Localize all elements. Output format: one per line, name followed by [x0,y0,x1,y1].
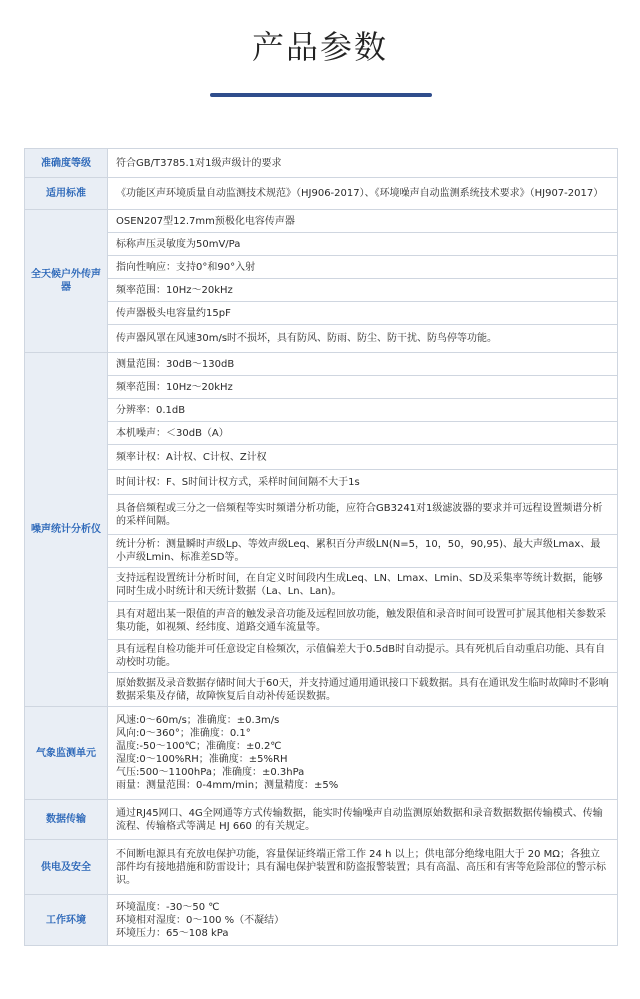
spec-value: 原始数据及录音数据存储时间大于60天，并支持通过通用通讯接口下载数据。具有在通讯发生临时故障时不影响数据采集及存储，故障恢复后自动补传延误数据。 [108,673,618,707]
spec-category: 适用标准 [25,178,108,210]
page-title: 产品参数 [251,28,388,66]
spec-row [25,445,618,470]
spec-category: 准确度等级 [25,149,108,178]
spec-value: 传声器风罩在风速30m/s时不损坏，具有防风、防雨、防尘、防干扰、防鸟停等功能。 [108,325,618,353]
spec-value: 符合GB/T3785.1对1级声级计的要求 [108,149,618,178]
spec-value: 环境温度：-30～50 ℃ 环境相对湿度：0～100 %（不凝结） 环境压力：65～108 kPa [108,895,618,946]
spec-value: 统计分析：测量瞬时声级Lp、等效声级Leq、累积百分声级LN(N=5，10，50，90,95)、最大声级Lmax、最小声级Lmin、标准差SD等。 [108,535,618,568]
spec-row [25,353,618,376]
spec-row [25,800,618,840]
spec-row [25,495,618,535]
spec-row [25,673,618,707]
spec-row [25,399,618,422]
spec-category: 全天候户外传声器 [25,210,108,353]
page-header [0,0,640,148]
spec-category: 供电及安全 [25,840,108,895]
spec-row [25,210,618,233]
spec-row [25,640,618,673]
spec-row [25,707,618,800]
spec-value: 指向性响应：支持0°和90°入射 [108,256,618,279]
spec-value: 具有远程自检功能并可任意设定自检频次，示值偏差大于0.5dB时自动提示。具有死机后自动重启功能、具有自动校时功能。 [108,640,618,673]
spec-value: 频率范围：10Hz～20kHz [108,376,618,399]
spec-row [25,568,618,602]
spec-value: 具备倍频程或三分之一倍频程等实时频谱分析功能，应符合GB3241对1级滤波器的要求并可远程设置频谱分析的采样间隔。 [108,495,618,535]
spec-value: 传声器极头电容量约15pF [108,302,618,325]
spec-row [25,149,618,178]
spec-category: 气象监测单元 [25,707,108,800]
spec-row [25,535,618,568]
spec-value: 不间断电源具有充放电保护功能，容量保证终端正常工作 24 h 以上；供电部分绝缘电阻大于 20 MΩ；各独立部件均有接地措施和防雷设计；具有漏电保护装置和防盗报警装置；具有高温、高压和有害等危险部位的警示标识。 [108,840,618,895]
spec-table [24,148,618,946]
spec-row [25,422,618,445]
spec-value: 本机噪声：＜30dB（A） [108,422,618,445]
spec-value: OSEN207型12.7mm预极化电容传声器 [108,210,618,233]
spec-value: 频率计权：A计权、C计权、Z计权 [108,445,618,470]
spec-row [25,302,618,325]
spec-value: 时间计权：F、S时间计权方式，采样时间间隔不大于1s [108,470,618,495]
spec-row [25,470,618,495]
spec-value: 测量范围：30dB～130dB [108,353,618,376]
spec-table-body [25,149,618,946]
spec-value: 标称声压灵敏度为50mV/Pa [108,233,618,256]
spec-value: 频率范围：10Hz～20kHz [108,279,618,302]
spec-value: 通过RJ45网口、4G全网通等方式传输数据，能实时传输噪声自动监测原始数据和录音数据数据传输模式、传输流程、传输格式等满足 HJ 660 的有关规定。 [108,800,618,840]
spec-value: 分辨率：0.1dB [108,399,618,422]
spec-category: 工作环境 [25,895,108,946]
spec-value: 风速:0～60m/s；准确度：±0.3m/s 风向:0～360°；准确度：0.1° 温度:-50～100℃；准确度：±0.2℃ 湿度:0～100%RH；准确度：±5%RH 气压:500～1100hPa；准确度：±0.3hPa 雨量：测量范围：0-4mm/min；测量精度：±5% [108,707,618,800]
spec-row [25,602,618,640]
spec-row [25,279,618,302]
spec-row [25,895,618,946]
spec-row [25,256,618,279]
spec-value: 具有对超出某一限值的声音的触发录音功能及远程回放功能，触发限值和录音时间可设置可扩展其他相关参数采集功能，如视频、经纬度、道路交通车流量等。 [108,602,618,640]
spec-row [25,178,618,210]
spec-category: 噪声统计分析仪 [25,353,108,707]
spec-row [25,376,618,399]
title-underline [210,93,432,97]
spec-row [25,840,618,895]
spec-value: 《功能区声环境质量自动监测技术规范》（HJ906-2017）、《环境噪声自动监测系统技术要求》（HJ907-2017） [108,178,618,210]
spec-category: 数据传输 [25,800,108,840]
spec-row [25,233,618,256]
spec-row [25,325,618,353]
spec-value: 支持远程设置统计分析时间，在自定义时间段内生成Leq、LN、Lmax、Lmin、SD及采集率等统计数据，能够同时生成小时统计和天统计数据（La、Ln、Lan)。 [108,568,618,602]
